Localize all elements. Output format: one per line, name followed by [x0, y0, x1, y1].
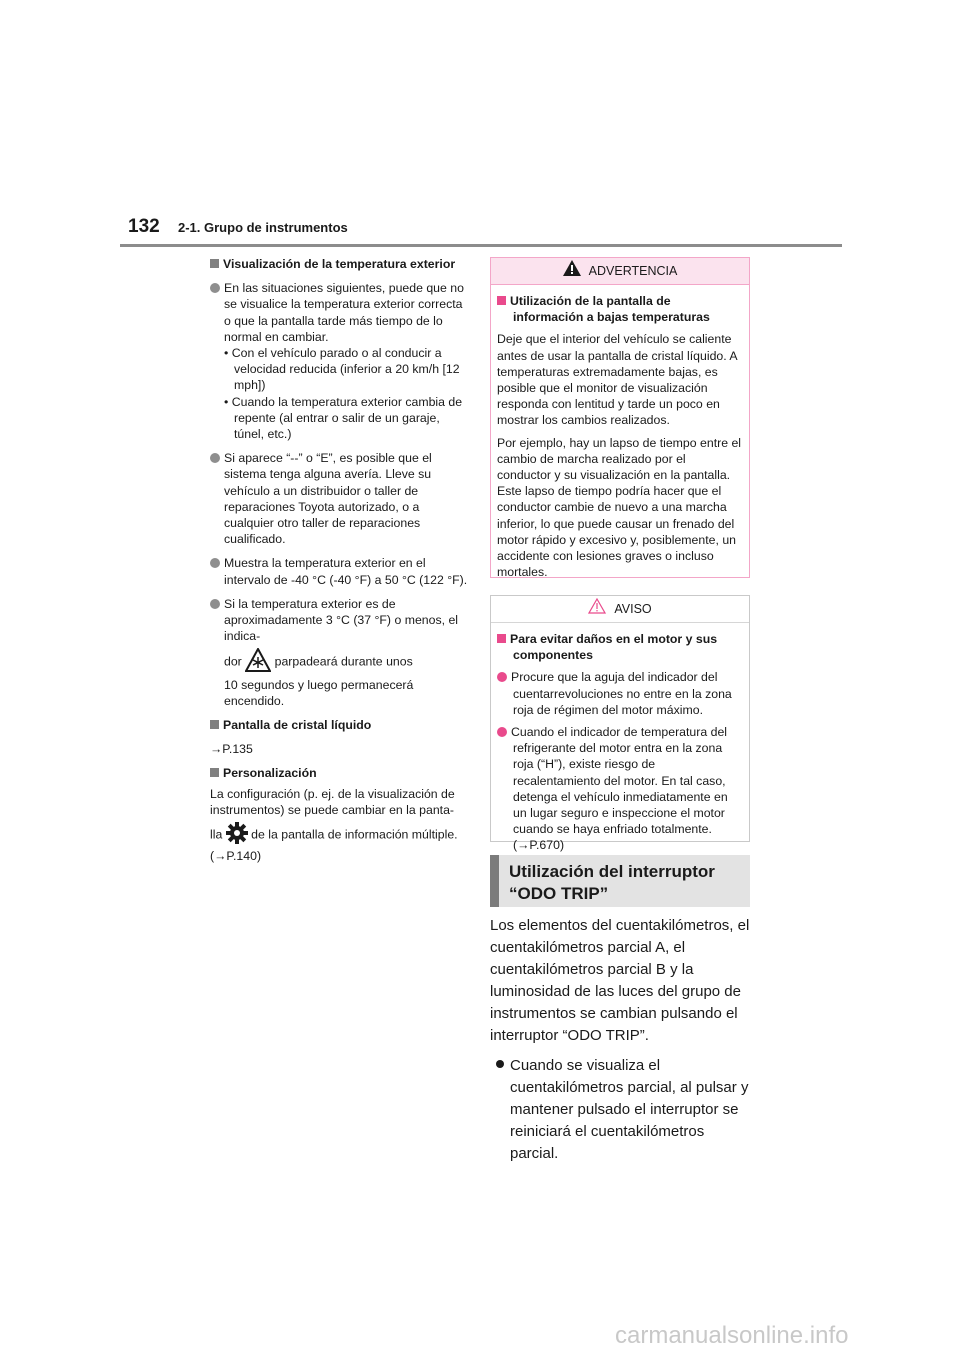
bullet-item: [210, 280, 472, 345]
page-reference: (→P.140): [210, 849, 262, 864]
bullet-item: [490, 1055, 752, 1165]
section-title: 2-1. Grupo de instrumentos: [178, 220, 348, 235]
page-reference: →P.135: [210, 742, 253, 757]
bullet-text: Cuando el indicador de temperatura del refrigerante del motor entra en la zona roja (“H”), existe riesgo de recalentamiento del motor. En tal caso, detenga el vehículo inmediatamente en un lugar seguro e inspeccione el motor cuando se haya enfriado totalmente. (→P.670): [511, 725, 728, 853]
bullet-dot-icon: [210, 558, 220, 568]
bullet-text: Cuando se visualiza el cuentakilómetros parcial, al pulsar y mantener pulsado el interruptor se reiniciará el cuentakilómetros parcial.: [510, 1057, 749, 1162]
square-bullet-icon: [210, 768, 219, 777]
warning-paragraph: Por ejemplo, hay un lapso de tiempo entre el cambio de marcha realizado por el conductor y su visualización en la pantalla. Este lapso de tiempo podría hacer que el conductor cambie de nuevo a una marcha inferior, lo que puede causar un frenado del motor rápido y excesivo y, posiblemente, un accidente con lesiones graves o incluso mortales.: [497, 435, 742, 580]
watermark: carmanualsonline.info: [615, 1322, 849, 1349]
ice-warning-icon: [245, 648, 271, 676]
square-bullet-icon: [497, 634, 506, 643]
caution-triangle-icon: [588, 597, 606, 623]
square-bullet-icon: [210, 259, 219, 268]
bullet-item: [210, 450, 472, 547]
bullet-item: [210, 596, 472, 645]
bullet-dot-icon: [210, 599, 220, 609]
page-number: 132: [128, 216, 160, 237]
heading-text: Para evitar daños en el motor y sus componentes: [510, 632, 718, 663]
square-bullet-icon: [210, 720, 219, 729]
notice-bullet: [497, 669, 743, 718]
warning-heading: [497, 293, 743, 325]
warning-title-bar: [491, 258, 749, 285]
bullet-text: Si la temperatura exterior es de aproximadamente 3 °C (37 °F) o menos, el indica-: [224, 596, 459, 644]
warning-box: [490, 257, 750, 578]
settings-line: [210, 822, 472, 848]
odo-trip-body: [490, 915, 752, 1165]
bullet-text: Procure que la aguja del indicador del cuentarrevoluciones no entre en la zona roja de régimen del motor máximo.: [511, 670, 732, 717]
notice-bullet: [497, 724, 743, 854]
sub-item: • Cuando la temperatura exterior cambia de repente (al entrar o salir de un garaje, túnel, etc.): [224, 394, 463, 442]
bullet-dot-icon: [210, 283, 220, 293]
inline-text: de la pantalla de información múltiple.: [251, 827, 458, 842]
notice-heading: [497, 631, 743, 663]
warning-title: ADVERTENCIA: [588, 264, 678, 278]
inline-text: dor: [224, 654, 242, 669]
heading-outside-temp: [210, 256, 472, 272]
left-column: [210, 256, 472, 865]
heading-text: Utilización de la pantalla de información a bajas temperaturas: [510, 294, 710, 325]
bullet-dot-icon: [497, 672, 507, 682]
sub-item: • Con el vehículo parado o al conducir a velocidad reducida (inferior a 20 km/h [12 mph]): [224, 346, 460, 393]
odo-trip-heading: [490, 855, 750, 907]
bullet-text: Si aparece “--” o “E”, es posible que el sistema tenga alguna avería. Lleve su vehículo a un distribuidor o taller de reparaciones Toyota autorizado, o a cualquier otro taller de reparaciones cualificado.: [224, 451, 432, 547]
warning-body: [491, 285, 749, 586]
warning-triangle-icon: [563, 259, 581, 285]
warning-paragraph: Deje que el interior del vehículo se caliente antes de usar la pantalla de cristal líquido. A temperaturas extremadamente bajas, es posible que el monitor de visualización responda con lentitud y tarde un poco en mostrar los cambios realizados.: [497, 332, 737, 428]
inline-text: parpadeará durante unos: [274, 654, 413, 669]
heading-customization: [210, 765, 472, 781]
bullet-text: Muestra la temperatura exterior en el intervalo de -40 °C (-40 °F) a 50 °C (122 °F).: [224, 556, 468, 587]
indicator-line: [210, 648, 472, 676]
notice-title: AVISO: [614, 602, 652, 616]
notice-title-bar: [491, 596, 749, 623]
notice-body: [491, 623, 749, 860]
heading-text: Pantalla de cristal líquido: [223, 718, 372, 733]
bullet-dot-icon: [497, 727, 507, 737]
paragraph: La configuración (p. ej. de la visualización de instrumentos) se puede cambiar en la panta-: [210, 786, 455, 817]
inline-text: lla: [210, 827, 223, 842]
heading-text: Visualización de la temperatura exterior: [223, 257, 456, 271]
notice-box: [490, 595, 750, 853]
heading-line: “ODO TRIP”: [509, 884, 609, 903]
paragraph: Los elementos del cuentakilómetros, el cuentakilómetros parcial A, el cuentakilómetros parcial B y la luminosidad de las luces del grupo de instrumentos se cambian pulsando el interruptor “ODO TRIP”.: [490, 917, 750, 1044]
heading-lcd: [210, 717, 472, 733]
bullet-dot-icon: [496, 1060, 504, 1068]
heading-line: Utilización del interruptor: [509, 862, 715, 881]
gear-icon: [226, 822, 248, 848]
bullet-continuation: 10 segundos y luego permanecerá encendido.: [224, 677, 414, 708]
heading-text: Personalización: [223, 766, 317, 781]
bullet-text: En las situaciones siguientes, puede que no se visualice la temperatura exterior correcta o que la pantalla tarde más tiempo de lo normal en cambiar.: [224, 281, 464, 344]
bullet-dot-icon: [210, 453, 220, 463]
header-rule: [120, 244, 842, 247]
square-bullet-icon: [497, 296, 506, 305]
bullet-item: [210, 555, 472, 587]
